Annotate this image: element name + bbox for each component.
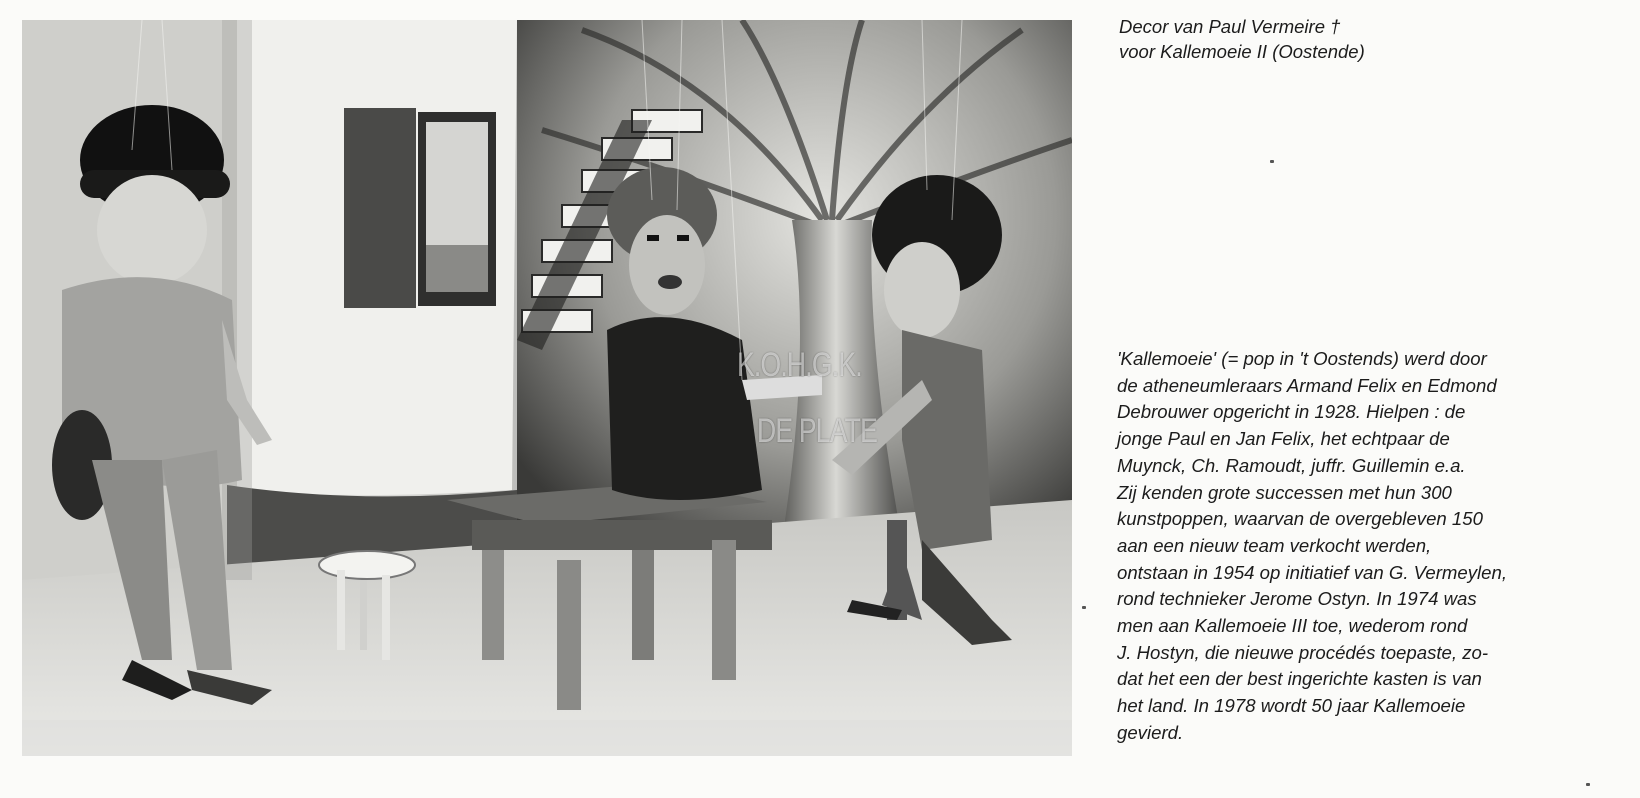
photo-illustration [22,20,1072,756]
body-line: de atheneumleraars Armand Felix en Edmond [1117,374,1497,396]
body-line: J. Hostyn, die nieuwe procédés toepaste, zo- [1117,641,1489,663]
body-line: 'Kallemoeie' (= pop in 't Oostends) werd door [1117,348,1487,369]
print-speck [1586,783,1590,786]
body-line: Zij kenden grote successen met hun 300 [1117,481,1452,503]
caption-line-2: voor Kallemoeie II (Oostende) [1119,41,1365,62]
body-line: Debrouwer opgericht in 1928. Hielpen : de [1117,401,1466,423]
body-line: dat het een der best ingerichte kasten is van [1117,668,1482,690]
body-line: rond technieker Jerome Ostyn. In 1974 was [1117,588,1477,610]
body-line: men aan Kallemoeie III toe, wederom rond [1117,615,1468,637]
print-speck [1270,160,1274,163]
body-line: ontstaan in 1954 op initiatief van G. Vermeylen, [1117,561,1508,583]
body-line: jonge Paul en Jan Felix, het echtpaar de [1117,428,1450,450]
watermark-line-2: DE PLATE [757,412,878,450]
puppet-theatre-photograph [22,20,1072,756]
body-line: Muynck, Ch. Ramoudt, juffr. Guillemin e.a. [1117,454,1466,476]
print-speck [1082,606,1086,609]
body-line: het land. In 1978 wordt 50 jaar Kallemoeie [1117,695,1466,717]
body-line: aan een nieuw team verkocht werden, [1117,534,1432,556]
body-paragraph [1117,346,1627,747]
caption-line-1: Decor van Paul Vermeire † [1119,16,1341,37]
photo-caption [1119,14,1365,64]
body-line: gevierd. [1117,721,1184,743]
watermark-line-1: K.O.H.G.K. [737,346,862,384]
body-line: kunstpoppen, waarvan de overgebleven 150 [1117,508,1483,530]
